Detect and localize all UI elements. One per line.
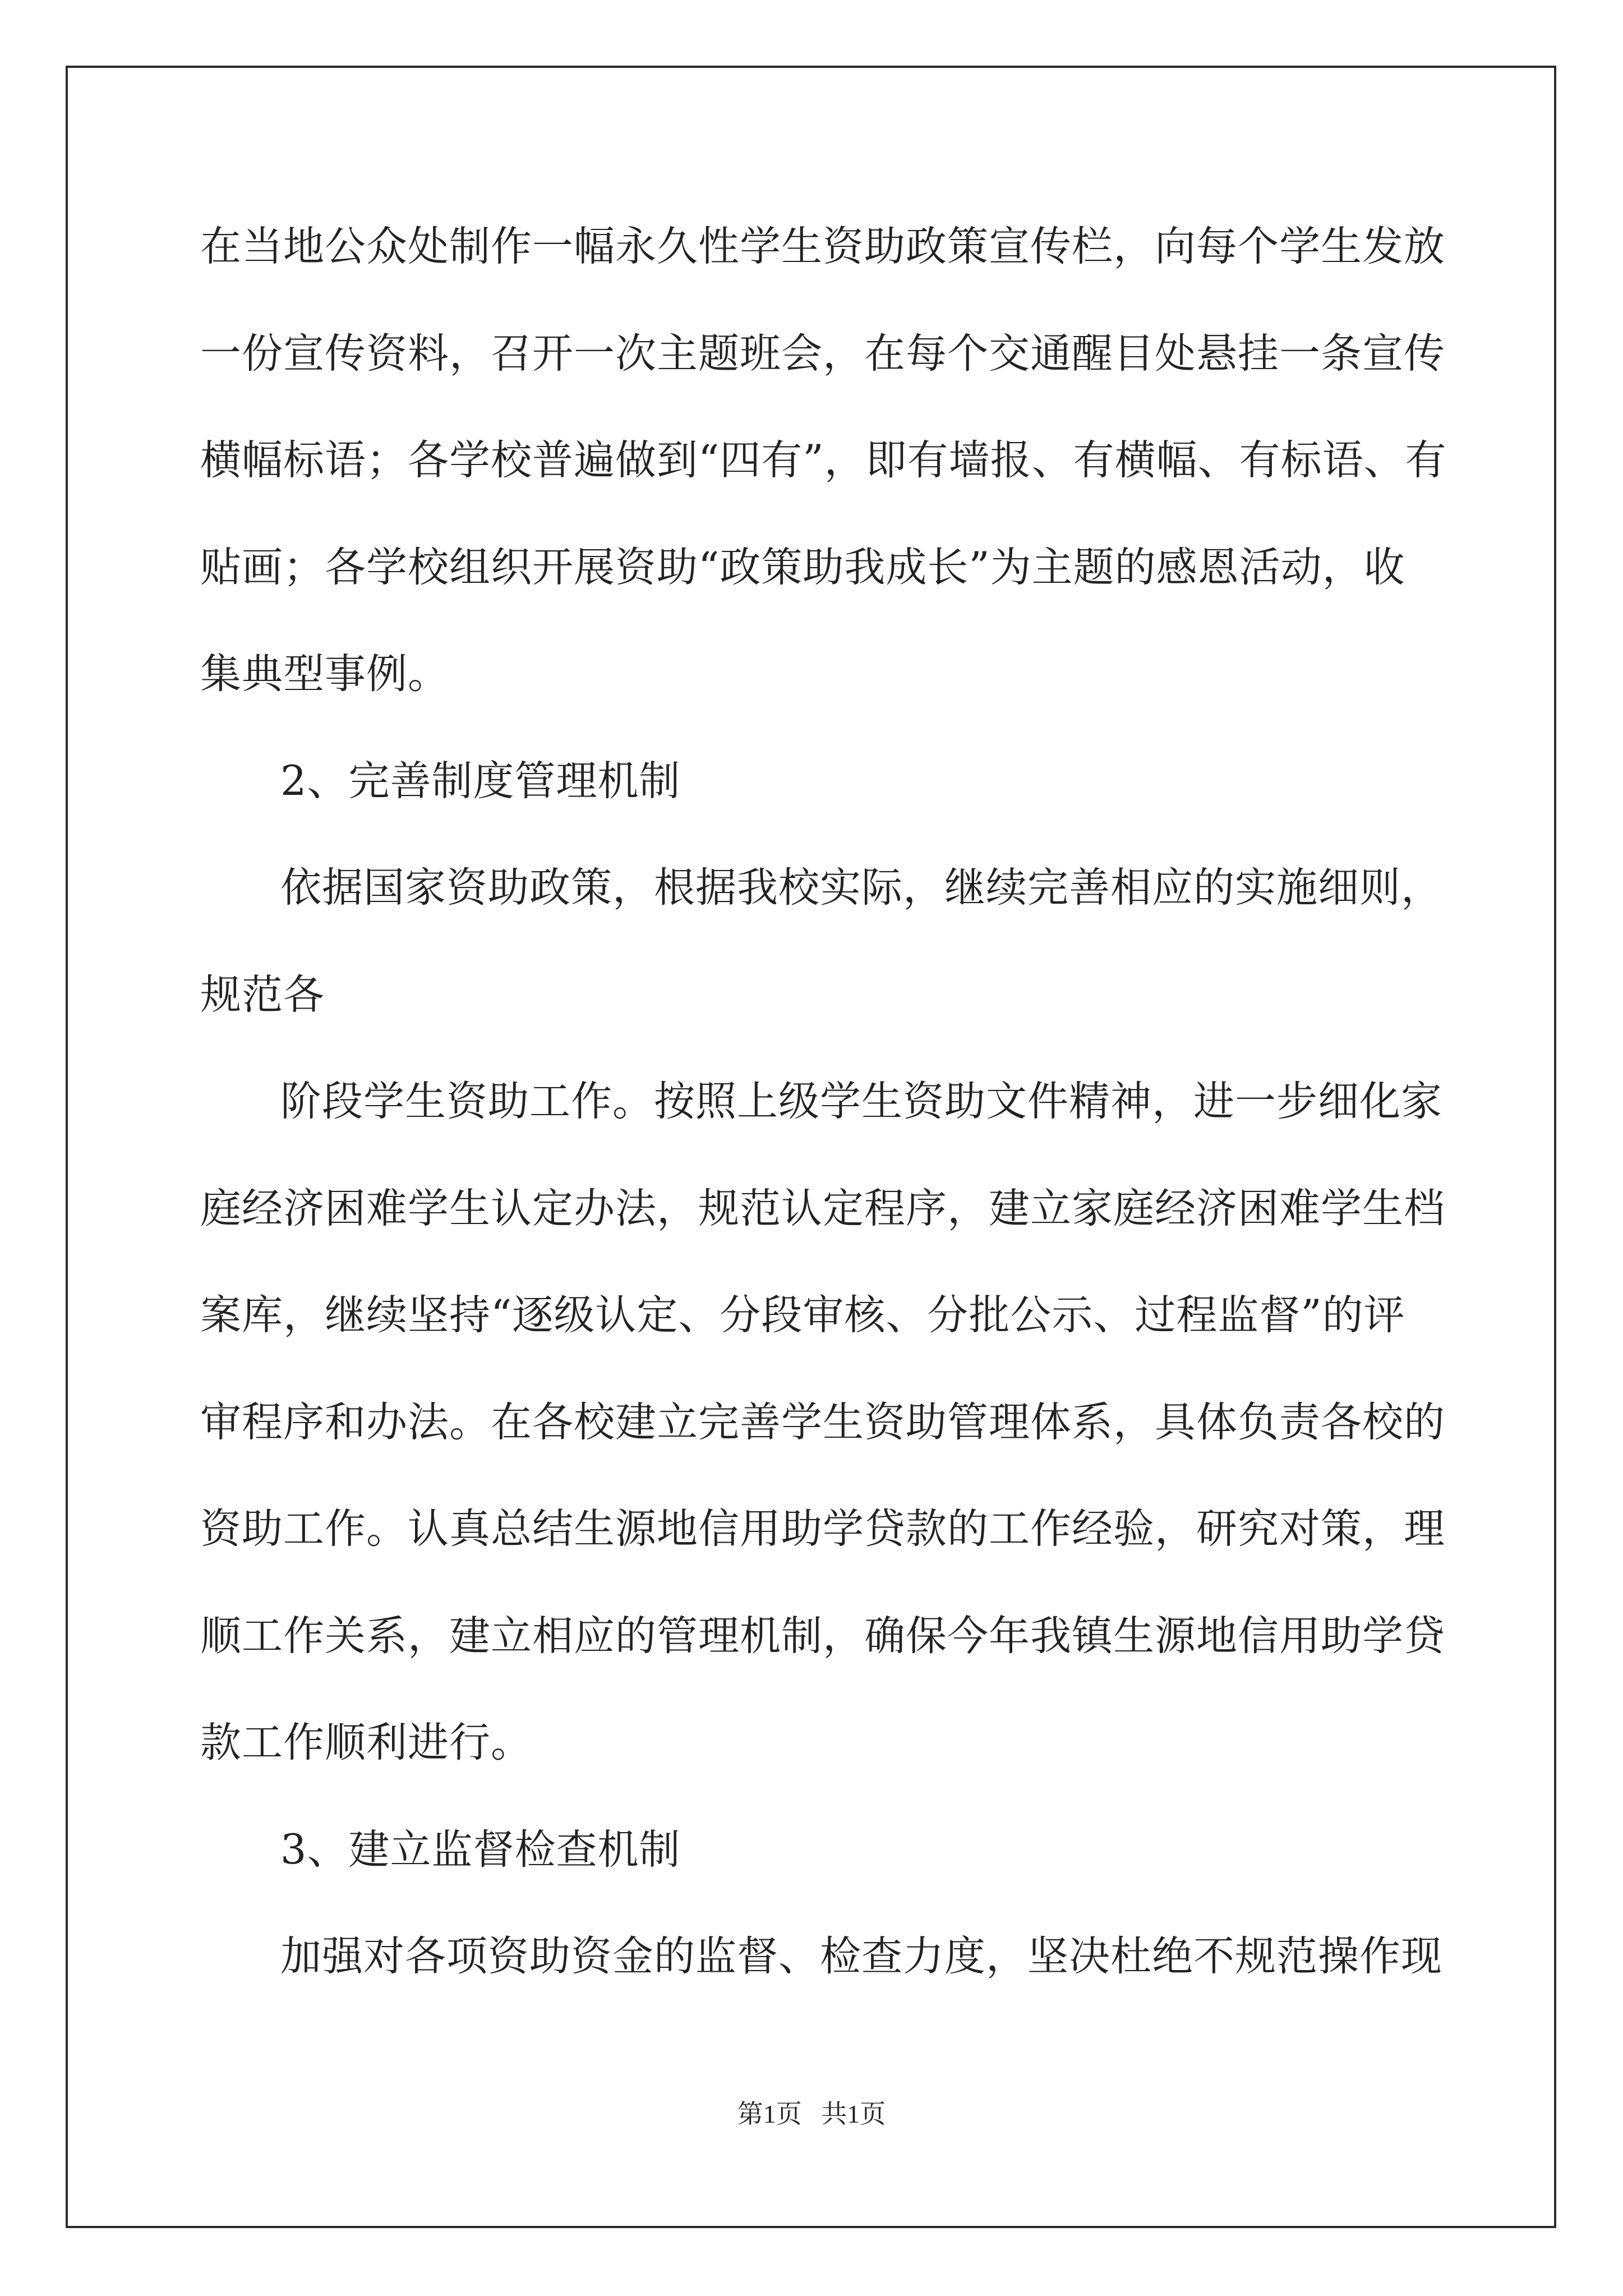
body-line: 款工作顺利进行。	[200, 1719, 532, 1766]
body-line: 依据国家资助政策，根据我校实际，继续完善相应的实施细则，	[280, 864, 1442, 912]
body-line: 一份宣传资料，召开一次主题班会，在每个交通醒目处悬挂一条宣传	[200, 330, 1445, 378]
section-heading: 2、完善制度管理机制	[280, 757, 681, 805]
section-heading: 3、建立监督检查机制	[280, 1826, 681, 1874]
page-number-footer: 第1页 共1页	[737, 2100, 886, 2128]
body-line: 案库，继续坚持“逐级认定、分段审核、分批公示、过程监督”的评	[200, 1291, 1405, 1339]
body-line: 集典型事例。	[200, 650, 449, 698]
body-line: 加强对各项资助资金的监督、检查力度，坚决杜绝不规范操作现	[280, 1932, 1442, 1980]
body-line: 规范各	[200, 971, 325, 1019]
body-line: 顺工作关系，建立相应的管理机制，确保今年我镇生源地信用助学贷	[200, 1612, 1445, 1660]
body-line: 贴画；各学校组织开展资助“政策助我成长”为主题的感恩活动，收	[200, 544, 1405, 591]
body-line: 横幅标语；各学校普遍做到“四有”，即有墙报、有横幅、有标语、有	[200, 436, 1447, 484]
body-line: 审程序和办法。在各校建立完善学生资助管理体系，具体负责各校的	[200, 1398, 1445, 1446]
body-line: 资助工作。认真总结生源地信用助学贷款的工作经验，研究对策，理	[200, 1505, 1445, 1553]
body-line: 在当地公众处制作一幅永久性学生资助政策宣传栏，向每个学生发放	[200, 223, 1445, 270]
page-border	[66, 66, 1556, 2228]
body-line: 庭经济困难学生认定办法，规范认定程序，建立家庭经济困难学生档	[200, 1185, 1445, 1232]
body-line: 阶段学生资助工作。按照上级学生资助文件精神，进一步细化家	[280, 1078, 1442, 1125]
